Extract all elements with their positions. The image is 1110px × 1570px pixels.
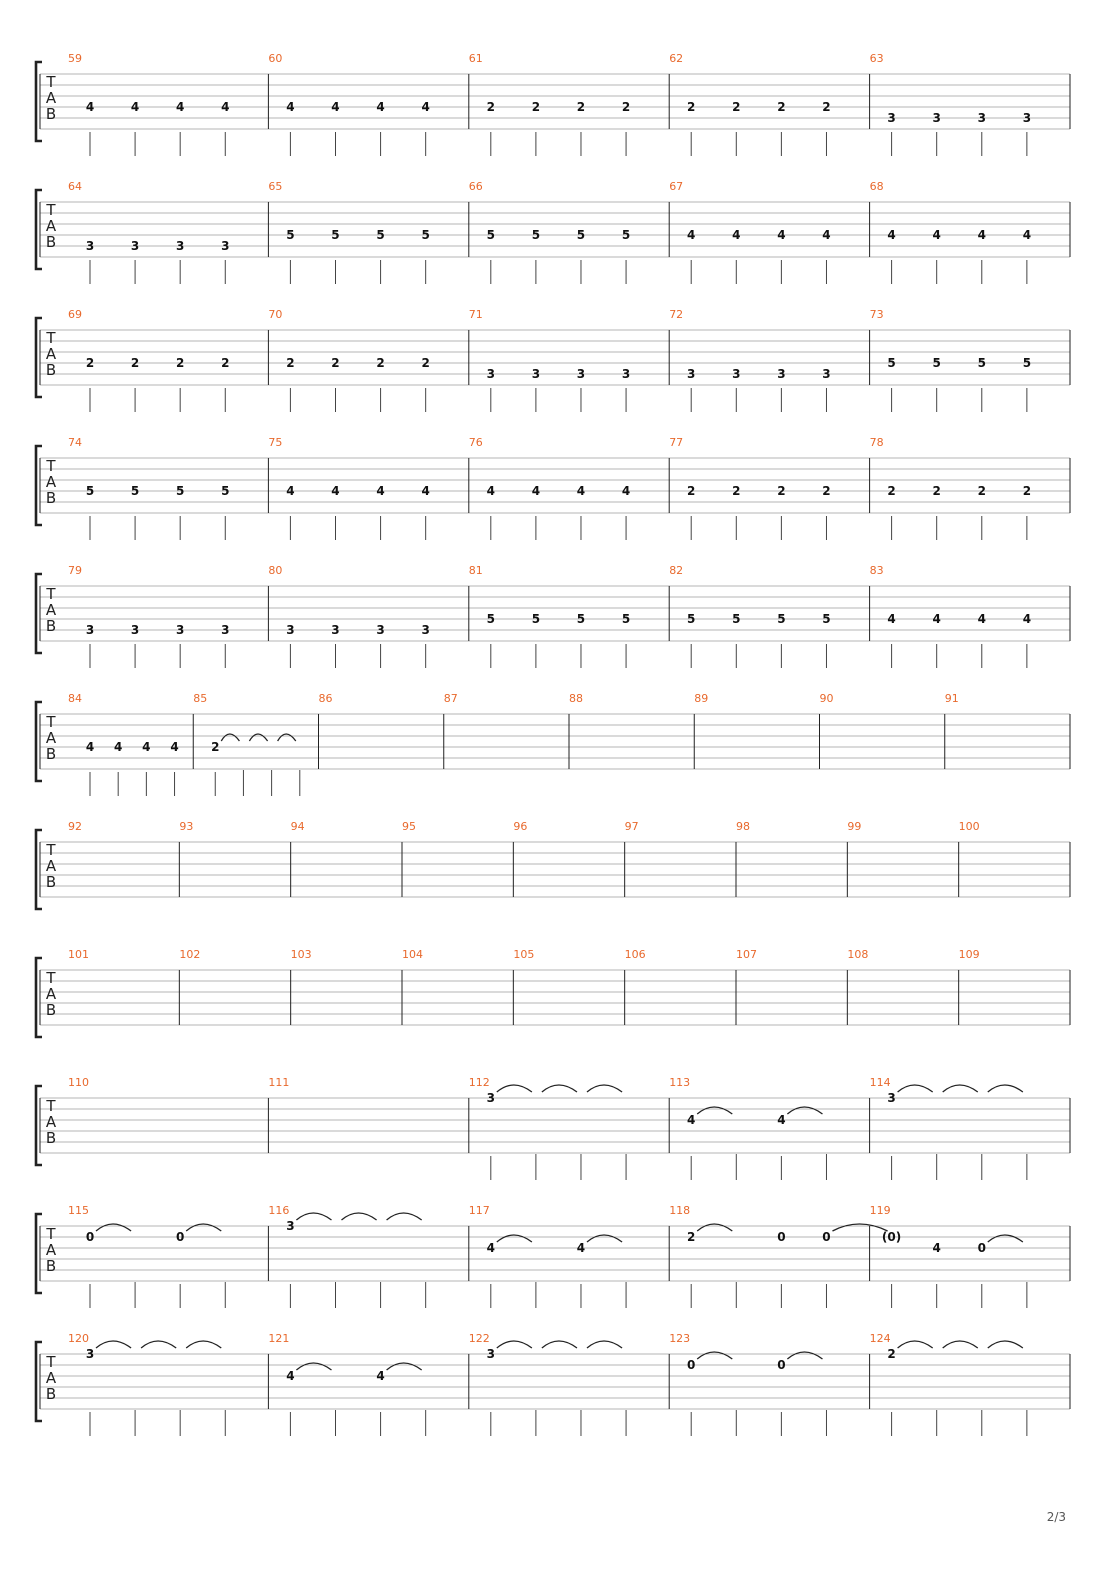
fret-number: 4 [85,740,95,754]
measure-number: 59 [68,52,82,65]
tie-arc [697,1107,732,1114]
measure-number: 108 [847,948,869,961]
measure-number: 90 [819,692,834,705]
measure-number: 117 [468,1204,490,1217]
fret-number: 4 [777,228,786,242]
fret-number: 2 [286,356,295,370]
measure-number: 67 [669,180,684,193]
fret-number: 3 [687,367,696,381]
fret-number: 4 [687,228,696,242]
tie-arc [186,1341,221,1348]
tie-arc [186,1224,221,1231]
fret-number: 5 [176,484,185,498]
tab-clef-letter: A [45,985,57,1003]
fret-number: 4 [170,740,179,754]
tie-arc [221,734,239,741]
measure-number: 78 [869,436,884,449]
fret-number: 3 [576,367,586,381]
fret-number: 2 [85,356,95,370]
fret-number: 0 [977,1241,986,1255]
measure-number: 74 [68,436,82,449]
fret-number: 2 [221,356,230,370]
fret-number: 2 [376,356,385,370]
tie-arc [296,1213,331,1220]
fret-number: 4 [576,484,586,498]
measure-number: 77 [669,436,684,449]
measure-number: 65 [268,180,283,193]
fret-number: 3 [621,367,631,381]
measure-number: 115 [68,1204,89,1217]
fret-number: 4 [621,484,631,498]
measure-number: 99 [847,820,862,833]
measure-number: 79 [68,564,82,577]
fret-number: 2 [732,100,741,114]
measure-number: 122 [468,1332,490,1345]
fret-number: 5 [286,228,295,242]
tie-arc [697,1352,732,1359]
fret-number: 4 [130,100,140,114]
fret-number: 2 [932,484,941,498]
measure-number: 84 [68,692,82,705]
fret-number: 5 [531,228,541,242]
tie-arc [542,1341,577,1348]
measure-number: 107 [736,948,757,961]
fret-number: 4 [887,228,896,242]
tie-arc [497,1341,532,1348]
fret-number: 4 [85,100,95,114]
fret-number: 2 [822,100,831,114]
measure-number: 83 [869,564,884,577]
tab-clef-letter: B [45,233,57,251]
tie-arc [497,1235,532,1242]
measure-number: 73 [869,308,884,321]
tie-arc [587,1085,622,1092]
fret-number: 3 [486,1091,495,1105]
measure-number: 124 [869,1332,891,1345]
fret-number: 2 [621,100,631,114]
tie-arc [278,734,296,741]
fret-number: 2 [421,356,430,370]
tie-arc [832,1224,887,1231]
tab-clef-letter: B [45,617,57,635]
measure-number: 123 [669,1332,691,1345]
tab-clef-letter: T [46,585,56,603]
measure-number: 86 [318,692,333,705]
fret-number: 4 [286,1369,295,1383]
tie-arc [141,1341,176,1348]
fret-number: 4 [176,100,185,114]
tab-clef-letter: T [46,457,56,475]
fret-number: 4 [822,228,831,242]
measure-number: 120 [68,1332,89,1345]
fret-number: 4 [331,484,340,498]
fret-number: 3 [85,623,95,637]
fret-number: 5 [1022,356,1032,370]
fret-number: 3 [85,1347,95,1361]
tab-clef-letter: A [45,1369,57,1387]
fret-number: 2 [130,356,140,370]
fret-number: 4 [1022,612,1032,626]
fret-number: 0 [176,1230,185,1244]
fret-number: 5 [977,356,986,370]
tie-arc [787,1352,822,1359]
fret-number: 4 [687,1113,696,1127]
tab-clef-letter: T [46,1097,56,1115]
tab-clef-letter: B [45,873,57,891]
fret-number: 4 [932,612,941,626]
fret-number: 3 [176,623,185,637]
measure-number: 80 [268,564,283,577]
tab-clef-letter: B [45,1385,57,1403]
fret-number: 5 [421,228,430,242]
measure-number: 96 [513,820,528,833]
tab-clef-letter: A [45,217,57,235]
measure-number: 106 [624,948,646,961]
measure-number: 111 [268,1076,290,1089]
fret-number: 5 [932,356,941,370]
fret-number: 4 [286,484,295,498]
measure-number: 118 [669,1204,691,1217]
measure-number: 61 [468,52,483,65]
fret-number: 3 [932,111,941,125]
tab-clef-letter: T [46,1353,56,1371]
fret-number: 4 [286,100,295,114]
measure-number: 89 [694,692,709,705]
fret-number: 2 [576,100,586,114]
fret-number: 3 [977,111,986,125]
measure-number: 70 [268,308,283,321]
fret-number: 3 [130,623,140,637]
fret-number: 2 [887,484,896,498]
fret-number: 2 [732,484,741,498]
fret-number: 0 [777,1230,786,1244]
fret-number: 4 [376,484,385,498]
tab-clef-letter: A [45,345,57,363]
tab-clef-letter: B [45,105,57,123]
fret-number: 0 [85,1230,95,1244]
fret-number: 4 [331,100,340,114]
fret-number: 5 [621,612,631,626]
fret-number: 3 [486,1347,495,1361]
tie-arc [988,1085,1023,1092]
fret-number: 5 [576,612,586,626]
fret-number: 5 [576,228,586,242]
tab-clef-letter: B [45,1129,57,1147]
measure-number: 92 [68,820,82,833]
fret-number: 3 [130,239,140,253]
measure-number: 71 [468,308,483,321]
tie-arc [341,1213,376,1220]
measure-number: 64 [68,180,82,193]
tab-clef-letter: A [45,1113,57,1131]
fret-number: 4 [932,228,941,242]
tie-arc [587,1235,622,1242]
fret-number: 3 [331,623,340,637]
measure-number: 72 [669,308,684,321]
tab-clef-letter: B [45,489,57,507]
fret-number: 4 [777,1113,786,1127]
fret-number: 3 [221,623,230,637]
tab-clef-letter: T [46,73,56,91]
measure-number: 101 [68,948,89,961]
fret-number: 4 [376,1369,385,1383]
fret-number: 3 [221,239,230,253]
fret-number: 2 [211,740,220,754]
measure-number: 110 [68,1076,89,1089]
tie-arc [988,1235,1023,1242]
tie-arc [898,1085,933,1092]
tab-clef-letter: B [45,745,57,763]
fret-number: 3 [887,1091,896,1105]
measure-number: 112 [468,1076,490,1089]
measure-number: 88 [569,692,583,705]
tab-clef-letter: T [46,329,56,347]
fret-number: 3 [531,367,541,381]
fret-number: 2 [977,484,986,498]
fret-number: 5 [486,612,495,626]
measure-number: 98 [736,820,750,833]
fret-number: 2 [176,356,185,370]
measure-number: 68 [869,180,884,193]
measure-number: 91 [944,692,959,705]
tie-arc [787,1107,822,1114]
fret-number: 3 [286,1219,295,1233]
fret-number: 2 [777,484,786,498]
fret-number: 4 [486,1241,495,1255]
fret-number: 4 [576,1241,586,1255]
fret-number: 5 [331,228,340,242]
measure-number: 116 [268,1204,290,1217]
tie-arc [898,1341,933,1348]
measure-number: 87 [443,692,458,705]
fret-number: 4 [376,100,385,114]
tie-arc [249,734,267,741]
fret-number: 2 [687,484,696,498]
measure-number: 69 [68,308,82,321]
tab-clef-letter: A [45,729,57,747]
measure-number: 63 [869,52,884,65]
fret-number: 2 [687,100,696,114]
fret-number: 2 [1022,484,1032,498]
fret-number: 4 [887,612,896,626]
tab-clef-letter: A [45,601,57,619]
tab-clef-letter: A [45,89,57,107]
fret-number: 4 [114,740,123,754]
tab-clef-letter: B [45,1257,57,1275]
fret-number: 0 [822,1230,831,1244]
page-number: 2/3 [1046,1510,1066,1524]
tie-arc [96,1224,131,1231]
fret-number: 5 [777,612,786,626]
tab-clef-letter: A [45,473,57,491]
fret-number: 3 [376,623,385,637]
fret-number: 5 [85,484,95,498]
fret-number: 2 [687,1230,696,1244]
measure-number: 95 [402,820,416,833]
tab-clef-letter: T [46,969,56,987]
fret-number: 0 [687,1358,696,1372]
tab-clef-letter: B [45,1001,57,1019]
tie-arc [96,1341,131,1348]
fret-number: 5 [376,228,385,242]
tab-clef-letter: T [46,841,56,859]
fret-number: 4 [531,484,541,498]
tie-arc [587,1341,622,1348]
measure-number: 85 [193,692,208,705]
fret-number: 2 [331,356,340,370]
fret-number: 4 [977,228,986,242]
measure-number: 103 [290,948,312,961]
measure-number: 109 [958,948,980,961]
tab-clef-letter: B [45,361,57,379]
measure-number: 62 [669,52,684,65]
measure-number: 76 [468,436,483,449]
fret-number: 2 [531,100,541,114]
measure-number: 94 [290,820,305,833]
measure-number: 97 [624,820,639,833]
fret-number: 4 [1022,228,1032,242]
tie-arc [943,1341,978,1348]
fret-number: 5 [687,612,696,626]
fret-number: 5 [130,484,140,498]
fret-number: 5 [531,612,541,626]
measure-number: 113 [669,1076,691,1089]
fret-number: 3 [822,367,831,381]
fret-number: 2 [777,100,786,114]
fret-number: 4 [977,612,986,626]
fret-number: 3 [85,239,95,253]
fret-number: 3 [1022,111,1032,125]
measure-number: 119 [869,1204,891,1217]
measure-number: 93 [179,820,194,833]
measure-number: 105 [513,948,535,961]
fret-number: 4 [932,1241,941,1255]
tie-arc [697,1224,732,1231]
fret-number: 3 [777,367,786,381]
measure-number: 114 [869,1076,891,1089]
fret-number: 4 [142,740,151,754]
fret-number: 4 [486,484,495,498]
fret-number: 3 [286,623,295,637]
measure-number: 102 [179,948,201,961]
fret-number: 5 [221,484,230,498]
measure-number: 81 [468,564,483,577]
tie-arc [943,1085,978,1092]
tie-arc [542,1085,577,1092]
fret-number: 2 [887,1347,896,1361]
fret-number: 5 [732,612,741,626]
fret-number: 0 [777,1358,786,1372]
tie-arc [387,1213,422,1220]
fret-number: 3 [486,367,495,381]
fret-number: 3 [421,623,430,637]
tab-clef-letter: A [45,1241,57,1259]
fret-number: 2 [822,484,831,498]
tab-clef-letter: A [45,857,57,875]
tie-arc [988,1341,1023,1348]
fret-number: 4 [421,484,430,498]
fret-number: 4 [732,228,741,242]
measure-number: 104 [402,948,423,961]
tab-clef-letter: T [46,713,56,731]
fret-number: 3 [887,111,896,125]
fret-number: 4 [421,100,430,114]
tab-clef-letter: T [46,1225,56,1243]
fret-number: 5 [887,356,896,370]
measure-number: 60 [268,52,283,65]
measure-number: 100 [958,820,980,833]
fret-number: 5 [486,228,495,242]
fret-number: 5 [822,612,831,626]
measure-number: 121 [268,1332,290,1345]
fret-number: 2 [486,100,495,114]
measure-number: 82 [669,564,684,577]
fret-number: 3 [176,239,185,253]
fret-number: 4 [221,100,230,114]
fret-number: (0) [881,1230,902,1244]
tie-arc [296,1363,331,1370]
tie-arc [387,1363,422,1370]
tie-arc [497,1085,532,1092]
fret-number: 5 [621,228,631,242]
fret-number: 3 [732,367,741,381]
measure-number: 75 [268,436,283,449]
tab-clef-letter: T [46,201,56,219]
measure-number: 66 [468,180,483,193]
